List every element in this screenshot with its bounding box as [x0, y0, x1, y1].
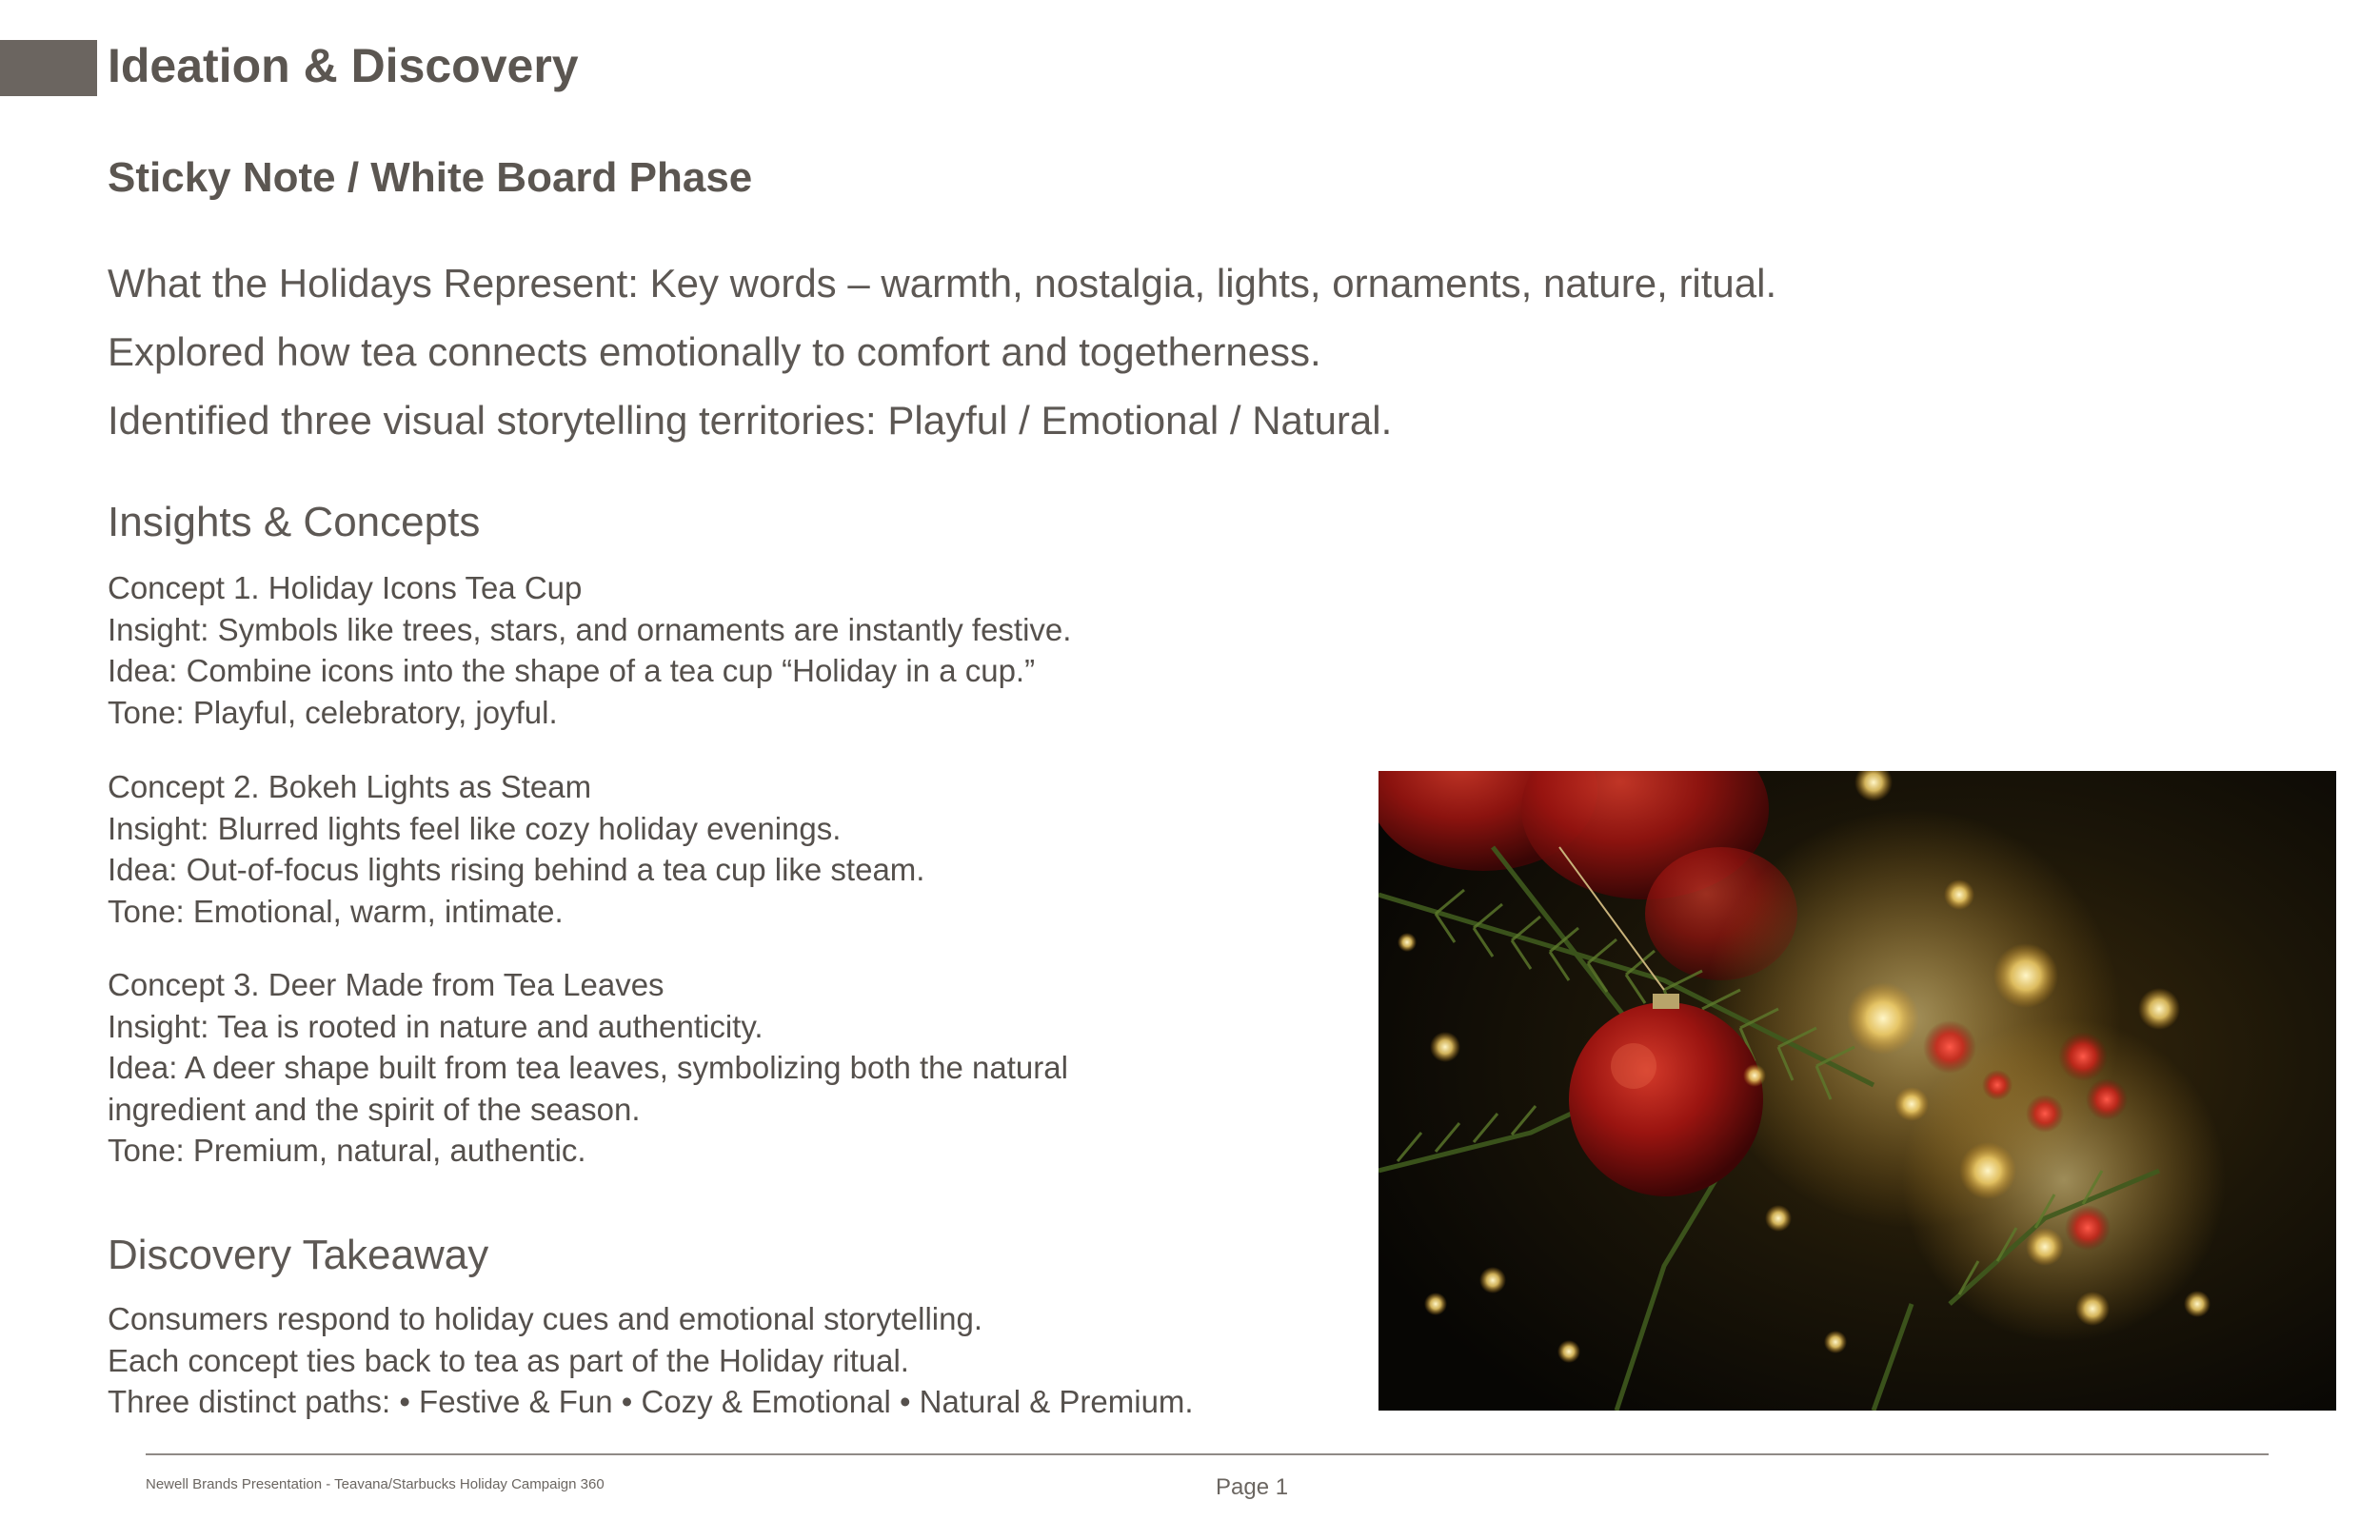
page-number: Page 1 [1216, 1474, 1289, 1500]
takeaway-line: Consumers respond to holiday cues and emotional storytelling. [108, 1301, 983, 1336]
concept-idea: Idea: Out-of-focus lights rising behind a tea cup like steam. [108, 852, 925, 887]
intro-line: Explored how tea connects emotionally to comfort and togetherness. [108, 329, 1321, 374]
concept-insight: Insight: Symbols like trees, stars, and ornaments are instantly festive. [108, 611, 1072, 647]
concept-insight: Insight: Tea is rooted in nature and authenticity. [108, 1008, 764, 1044]
concept-title: Concept 1. Holiday Icons Tea Cup [108, 570, 583, 605]
concept-idea: Idea: A deer shape built from tea leaves, symbolizing both the natural [108, 1050, 1068, 1085]
concept-insight: Insight: Blurred lights feel like cozy holiday evenings. [108, 810, 842, 846]
concept-tone: Tone: Emotional, warm, intimate. [108, 893, 564, 929]
page-title: Ideation & Discovery [108, 39, 579, 92]
intro-line: What the Holidays Represent: Key words – warmth, nostalgia, lights, ornaments, nature, ritual. [108, 261, 1777, 306]
insights-heading: Insights & Concepts [108, 499, 481, 545]
takeaway-heading: Discovery Takeaway [108, 1232, 489, 1278]
concept-idea-continued: ingredient and the spirit of the season. [108, 1091, 641, 1127]
concept-title: Concept 2. Bokeh Lights as Steam [108, 769, 592, 804]
intro-block [108, 249, 1776, 455]
christmas-ornament-photo [1378, 771, 2336, 1411]
concept-title: Concept 3. Deer Made from Tea Leaves [108, 967, 664, 1002]
concept-tone: Tone: Premium, natural, authentic. [108, 1133, 586, 1168]
concept-1 [108, 567, 1071, 733]
concept-idea: Idea: Combine icons into the shape of a tea cup “Holiday in a cup.” [108, 653, 1036, 688]
takeaway-line: Each concept ties back to tea as part of the Holiday ritual. [108, 1342, 909, 1378]
takeaway-line: Three distinct paths: • Festive & Fun • Cozy & Emotional • Natural & Premium. [108, 1384, 1194, 1419]
page-subtitle: Sticky Note / White Board Phase [108, 154, 753, 201]
concept-2 [108, 766, 924, 932]
title-accent-bar [0, 40, 97, 96]
concept-3 [108, 964, 1068, 1172]
concept-tone: Tone: Playful, celebratory, joyful. [108, 694, 558, 730]
footer-presentation-label: Newell Brands Presentation - Teavana/Starbucks Holiday Campaign 360 [146, 1476, 605, 1492]
takeaway-block [108, 1298, 1194, 1423]
footer-divider [146, 1453, 2269, 1455]
intro-line: Identified three visual storytelling territories: Playful / Emotional / Natural. [108, 398, 1393, 443]
